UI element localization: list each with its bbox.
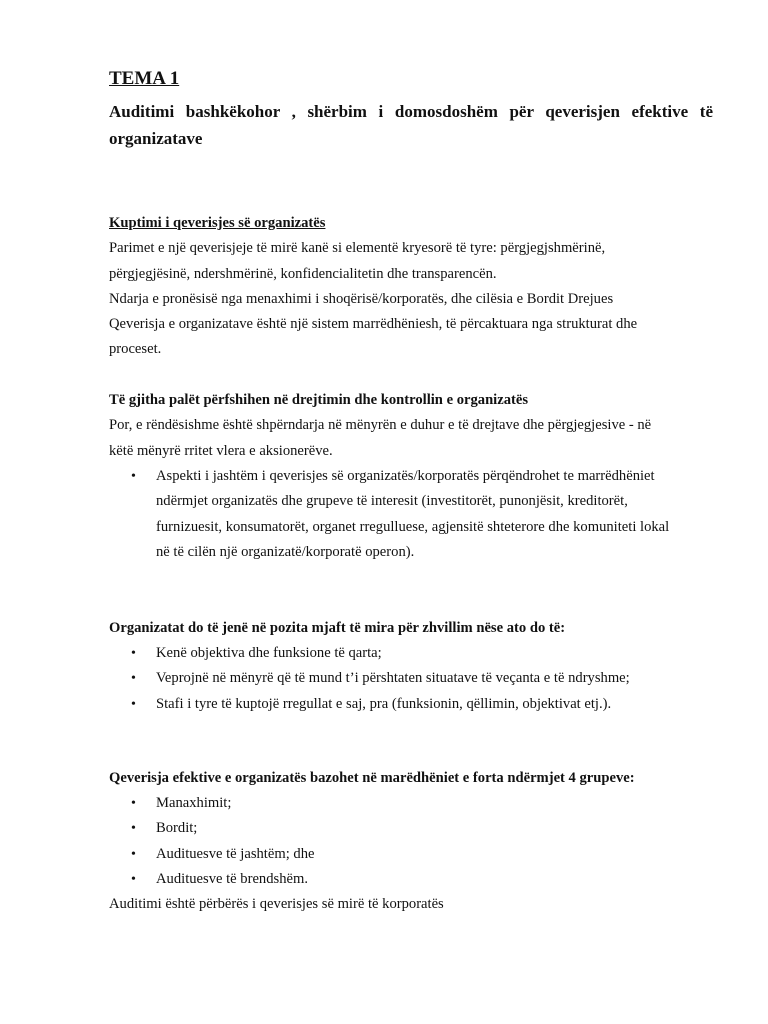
closing-paragraph	[109, 892, 709, 917]
bullet-list-external-aspect	[109, 464, 713, 565]
bullet-icon: •	[131, 871, 136, 887]
document-title: TEMA 1	[109, 68, 180, 89]
list-item	[109, 666, 713, 691]
list-item-text: Veprojnë në mënyrë që të mund t’i përshtaten situatave të veçanta e të ndryshme;	[156, 670, 630, 687]
list-item	[109, 867, 713, 892]
section-heading: Të gjitha palët përfshihen në drejtimin dhe kontrollin e organizatës	[109, 392, 529, 408]
list-item-text: Stafi i tyre të kuptojë rregullat e saj, pra (funksionin, qëllimin, objektivat etj.).	[156, 695, 612, 712]
bullet-icon: •	[131, 821, 136, 837]
list-item-text: Audituesve të jashtëm; dhe	[156, 845, 315, 862]
list-item	[109, 464, 713, 565]
list-item-line: Aspekti i jashtëm i qeverisjes së organizatës/korporatës përqëndrohet te marrëdhëniet	[156, 468, 655, 484]
subtitle-line-2: organizatave	[109, 129, 203, 148]
paragraph-line: përgjegjësinë, ndershmërinë, konfidencialitetin dhe transparencën.	[109, 265, 497, 282]
paragraph-line: Auditimi është përbërës i qeverisjes së mirë të korporatës	[109, 896, 444, 912]
list-item	[109, 791, 713, 816]
list-item-text: Kenë objektiva dhe funksione të qarta;	[156, 645, 382, 661]
bullet-icon: •	[131, 796, 136, 811]
list-item-line: ndërmjet organizatës dhe grupeve të interesit (investitorët, punonjësit, kreditorët,	[156, 493, 628, 510]
list-item-text: Manaxhimit;	[156, 795, 232, 811]
section-heading: Organizatat do të jenë në pozita mjaft të mira për zhvillim nëse ato do të:	[109, 620, 566, 636]
bullet-icon: •	[131, 846, 136, 862]
section-governance-meaning	[109, 211, 709, 363]
paragraph-line: Qeverisja e organizatave është një sistem marrëdhëniesh, të përcaktuara nga strukturat dhe	[109, 316, 638, 333]
list-item	[109, 641, 713, 666]
bullet-list-four-groups	[109, 791, 713, 892]
section-heading: Kuptimi i qeverisjes së organizatës	[109, 215, 326, 231]
section-effective-governance	[109, 766, 709, 791]
list-item	[109, 692, 713, 717]
list-item-line: furnizuesit, konsumatorët, organet rregulluese, agjensitë shteterore dhe komuniteti lokal	[156, 518, 670, 535]
paragraph-line: Por, e rëndësishme është shpërndarja në mënyrën e duhur e të drejtave dhe përgjegjesive - në	[109, 417, 652, 434]
document-subtitle	[109, 98, 713, 152]
section-heading: Qeverisja efektive e organizatës bazohet në marëdhëniet e forta ndërmjet 4 grupeve:	[109, 770, 635, 786]
paragraph-line: Ndarja e pronësisë nga menaxhimi i shoqërisë/korporatës, dhe cilësia e Bordit Drejues	[109, 290, 614, 307]
paragraph-line: Parimet e një qeverisjeje të mirë kanë si elementë kryesorë të tyre: përgjegjshmërinë,	[109, 240, 606, 257]
list-item	[109, 816, 713, 841]
bullet-icon: •	[131, 646, 136, 661]
paragraph-line: proceset.	[109, 341, 162, 358]
paragraph-line: këtë mënyrë rritet vlera e aksionerëve.	[109, 442, 333, 459]
bullet-icon: •	[131, 469, 136, 484]
section-organizations-development	[109, 616, 709, 641]
section-all-parties	[109, 388, 709, 464]
bullet-icon: •	[131, 671, 136, 687]
list-item	[109, 842, 713, 867]
list-item-text: Bordit;	[156, 820, 198, 837]
bullet-icon: •	[131, 696, 136, 712]
bullet-list-conditions	[109, 641, 713, 717]
list-item-line: në të cilën një organizatë/korporatë operon).	[156, 543, 415, 560]
subtitle-line-1: Auditimi bashkëkohor , shërbim i domosdoshëm për qeverisjen efektive të	[109, 102, 713, 121]
list-item-text: Audituesve të brendshëm.	[156, 870, 308, 887]
